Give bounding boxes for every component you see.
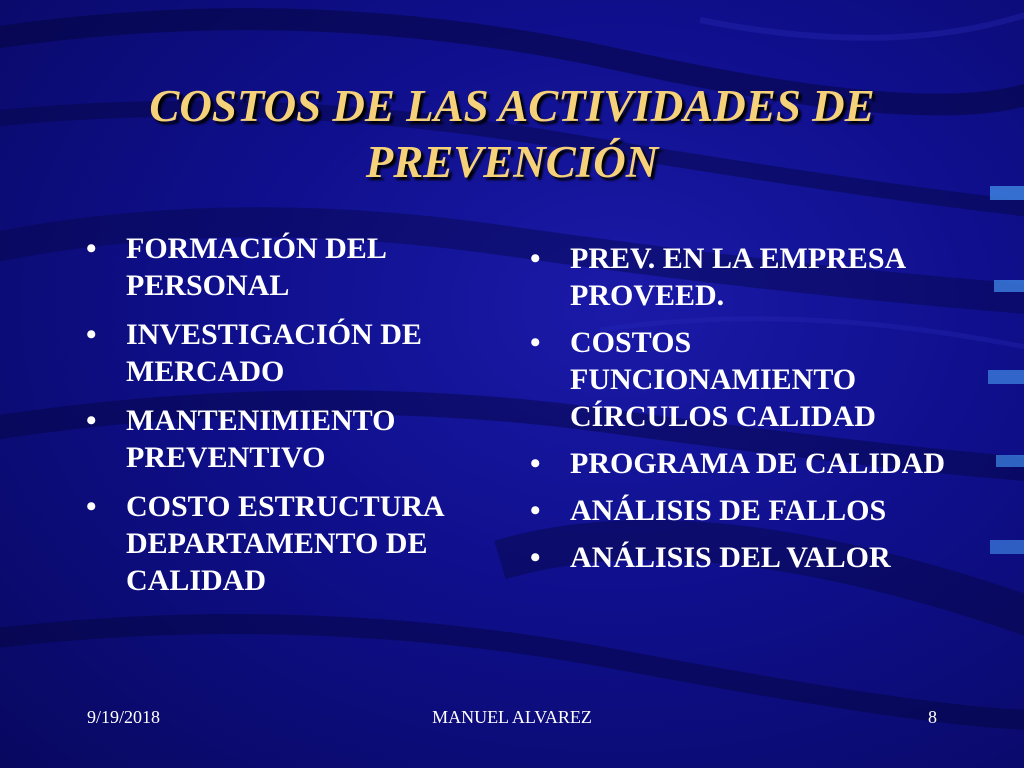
list-item <box>530 324 970 435</box>
list-item-text: INVESTIGACIÓN DE MERCADO <box>126 318 422 388</box>
edge-accent-3 <box>988 370 1024 384</box>
title-line-1: COSTOS DE LAS ACTIVIDADES DE <box>149 81 875 131</box>
bullet-icon: • <box>530 541 541 574</box>
edge-accent-1 <box>990 186 1024 200</box>
title-line-2: PREVENCIÓN <box>365 137 659 187</box>
list-item-text: MANTENIMIENTO PREVENTIVO <box>126 404 396 474</box>
footer-date: 9/19/2018 <box>87 707 161 727</box>
list-item <box>530 492 970 529</box>
bullet-icon: • <box>86 490 97 523</box>
edge-accent-2 <box>994 280 1024 292</box>
list-item-text: ANÁLISIS DE FALLOS <box>570 494 887 527</box>
slide-title <box>60 78 964 190</box>
footer-page-number: 8 <box>928 707 937 727</box>
list-item <box>86 402 496 476</box>
left-bullet-list <box>86 230 496 611</box>
footer-author: MANUEL ALVAREZ <box>432 707 592 727</box>
list-item <box>530 539 970 576</box>
list-item-text: COSTOS FUNCIONAMIENTO CÍRCULOS CALIDAD <box>570 326 876 433</box>
bullet-icon: • <box>530 326 541 359</box>
list-item <box>530 445 970 482</box>
bullet-icon: • <box>530 242 541 275</box>
list-item-text: PROGRAMA DE CALIDAD <box>570 447 945 480</box>
list-item <box>86 488 496 599</box>
list-item <box>530 240 970 314</box>
bullet-icon: • <box>86 318 97 351</box>
list-item-text: ANÁLISIS DEL VALOR <box>570 541 891 574</box>
edge-accent-4 <box>996 455 1024 467</box>
right-bullet-list <box>530 240 970 586</box>
bullet-icon: • <box>86 404 97 437</box>
list-item <box>86 316 496 390</box>
list-item-text: PREV. EN LA EMPRESA PROVEED. <box>570 242 905 312</box>
bullet-icon: • <box>86 232 97 265</box>
list-item-text: FORMACIÓN DEL PERSONAL <box>126 232 386 302</box>
list-item-text: COSTO ESTRUCTURA DEPARTAMENTO DE CALIDAD <box>126 490 444 597</box>
bullet-icon: • <box>530 447 541 480</box>
list-item <box>86 230 496 304</box>
edge-accent-5 <box>990 540 1024 554</box>
bullet-icon: • <box>530 494 541 527</box>
